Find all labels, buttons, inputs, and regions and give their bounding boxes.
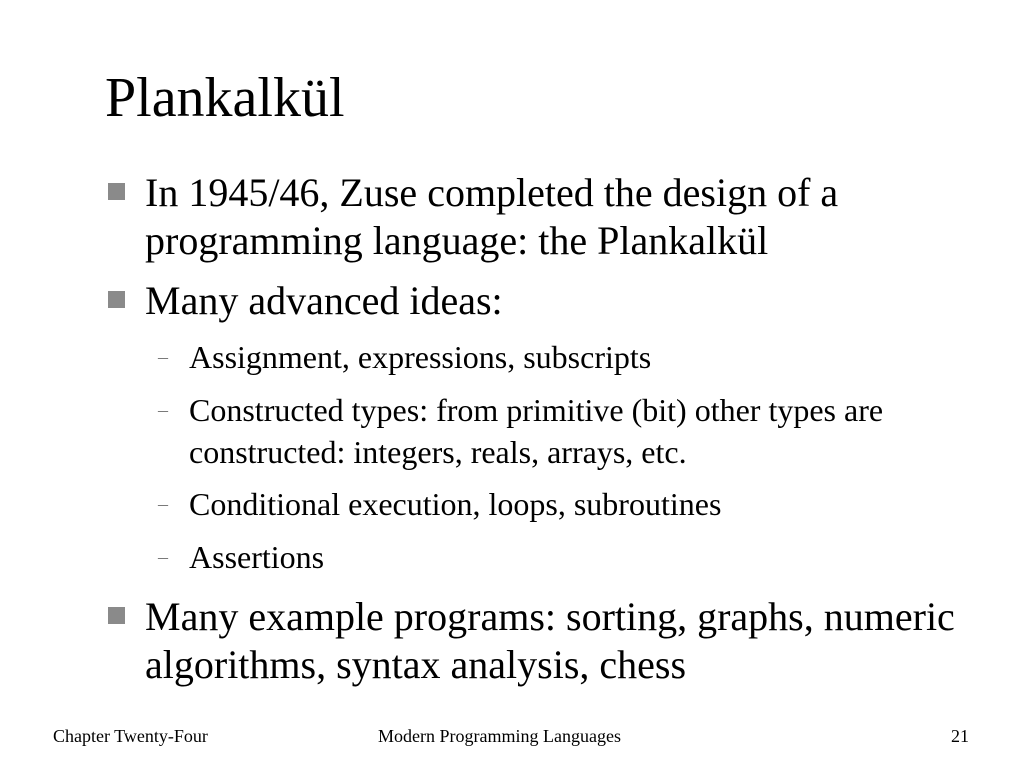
- footer-chapter: Chapter Twenty-Four: [53, 726, 208, 746]
- dash-bullet-icon: –: [158, 346, 168, 368]
- bullet-item: [145, 169, 965, 265]
- bullet-text: In 1945/46, Zuse completed the design of a programming language: the Plankalkül: [145, 170, 839, 263]
- square-bullet-icon: [108, 607, 125, 624]
- sub-bullet-item: [158, 336, 979, 378]
- page-number: 21: [951, 726, 969, 746]
- sub-bullet-text: Constructed types: from primitive (bit) other types are constructed: integers, reals, arrays, etc.: [189, 392, 884, 470]
- bullet-item: [145, 277, 965, 325]
- square-bullet-icon: [108, 291, 125, 308]
- bullet-text: Many example programs: sorting, graphs, numeric algorithms, syntax analysis, chess: [145, 594, 955, 687]
- sub-bullet-text: Assertions: [189, 539, 325, 575]
- bullet-text: Many advanced ideas:: [145, 278, 503, 323]
- sub-bullet-item: [158, 536, 979, 578]
- square-bullet-icon: [108, 183, 125, 200]
- dash-bullet-icon: –: [158, 493, 168, 515]
- footer-book-title: Modern Programming Languages: [378, 726, 621, 746]
- sub-bullet-item: [158, 483, 979, 525]
- dash-bullet-icon: –: [158, 546, 168, 568]
- dash-bullet-icon: –: [158, 399, 168, 421]
- sub-bullet-item: [158, 389, 979, 473]
- bullet-item: [145, 593, 965, 689]
- slide-title: Plankalkül: [105, 67, 345, 129]
- sub-bullet-text: Assignment, expressions, subscripts: [189, 339, 652, 375]
- sub-bullet-text: Conditional execution, loops, subroutines: [189, 486, 722, 522]
